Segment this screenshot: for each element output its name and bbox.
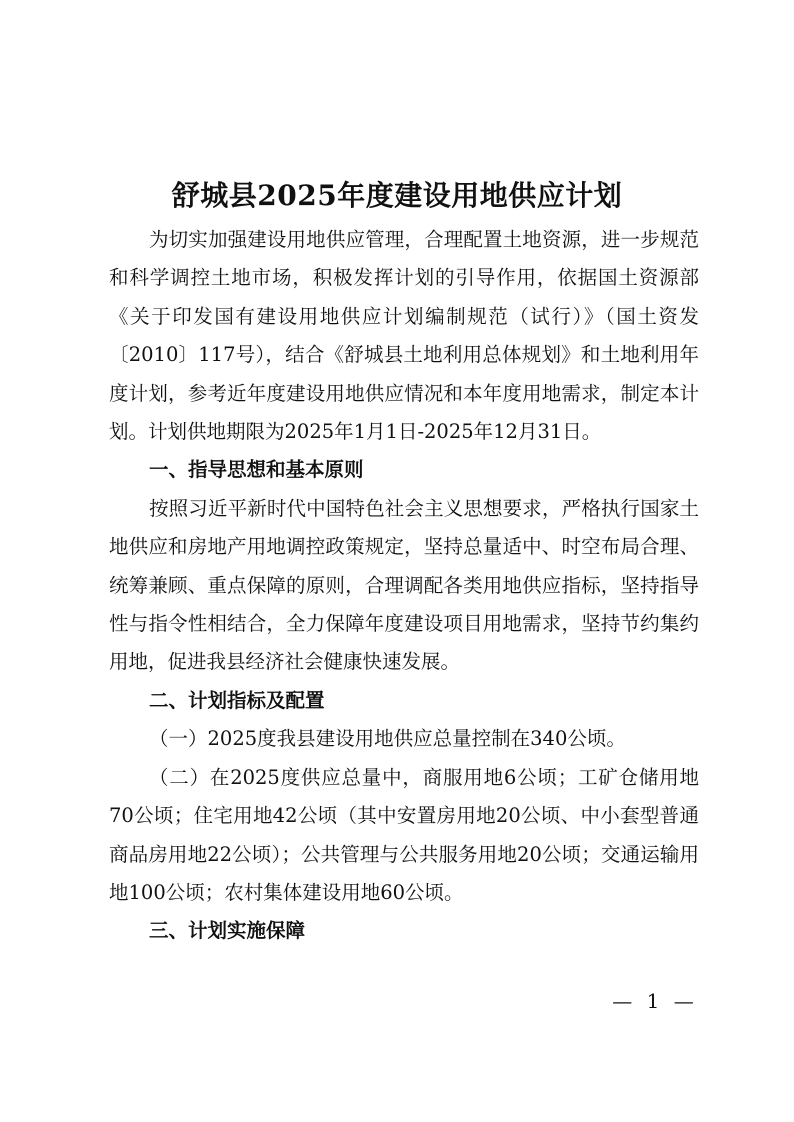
section-heading: 二、计划指标及配置 <box>149 688 325 712</box>
section-heading: 一、指导思想和基本原则 <box>149 458 364 482</box>
section-paragraph: （二）在2025度供应总量中，商服用地6公顷；工矿仓储用地70公顷；住宅用地42公顷（其中安置房用地20公顷、中小套型普通商品房用地22公顷）；公共管理与公共服务用地20公顷；交通运输用地100公顷；农村集体建设用地60公顷。 <box>109 765 699 904</box>
page-number: — 1 — <box>612 989 698 1013</box>
section-paragraph: 按照习近平新时代中国特色社会主义思想要求，严格执行国家土地供应和房地产用地调控政策规定，坚持总量适中、时空布局合理、统筹兼顾、重点保障的原则，合理调配各类用地供应指标，坚持指导性与指令性相结合，全力保障年度建设项目用地需求，坚持节约集约用地，促进我县经济社会健康快速发展。 <box>109 496 699 674</box>
section-heading: 三、计划实施保障 <box>149 919 306 943</box>
intro-paragraph: 为切实加强建设用地供应管理，合理配置土地资源，进一步规范和科学调控土地市场，积极发挥计划的引导作用，依据国土资源部《关于印发国有建设用地供应计划编制规范（试行）》（国土资发〔2010〕117号），结合《舒城县土地利用总体规划》和土地利用年度计划，参考近年度建设用地供应情况和本年度用地需求，制定本计划。计划供地期限为2025年1月1日-2025年12月31日。 <box>109 228 699 444</box>
section-implementation <box>109 912 699 950</box>
document-body <box>109 221 699 951</box>
section-paragraph: （一）2025度我县建设用地供应总量控制在340公顷。 <box>149 727 626 751</box>
document-title: 舒城县2025年度建设用地供应计划 <box>171 178 623 212</box>
section-guiding-principles <box>109 451 699 681</box>
section-plan-indicators <box>109 682 699 912</box>
